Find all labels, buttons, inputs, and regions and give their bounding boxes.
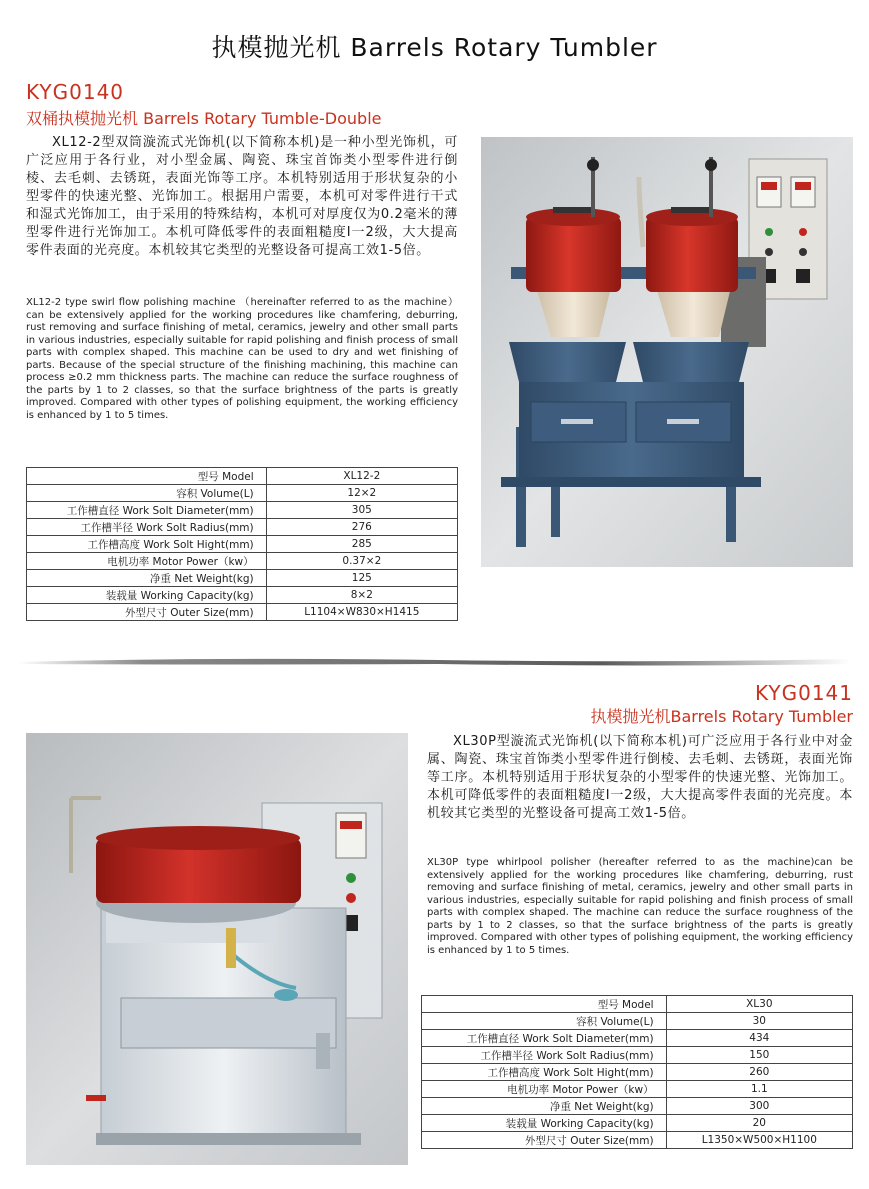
spec-value: 285 <box>266 536 457 553</box>
spec-label: 型号 Model <box>422 996 667 1013</box>
product2-photo <box>26 733 408 1165</box>
section-divider <box>18 654 850 668</box>
page-title: 执模抛光机 Barrels Rotary Tumbler <box>211 33 658 62</box>
spec-value: 300 <box>666 1098 852 1115</box>
product1-description-en: XL12-2 type swirl flow polishing machine （hereinafter referred to as the machine） can be extensively applied for the working procedures like chamfering, deburring, rust removing and surface finishing of metal, ceramics, jewelry and other small parts in various industries, especially suitable for rapid polishing and finish process of small parts with complex shaped. This machine can be used to dry and wet finishing of parts. Because of the special structure of the finishing machining, this machine can process ≥0.2 mm thickness parts. The machine can reduce the surface roughness of the parts by 1 to 2 classes, so that the surface brightness of the parts is greatly improved. Compared with other types of polishing equipment, the working efficiency is enhanced by 1 to 5 times. <box>26 297 458 421</box>
spec-value: L1350×W500×H1100 <box>666 1132 852 1149</box>
spec-row <box>27 553 458 570</box>
spec-row <box>27 485 458 502</box>
product2-code: KYG0141 <box>754 681 853 705</box>
spec-label: 工作槽高度 Work Solt Hight(mm) <box>422 1064 667 1081</box>
spec-row <box>27 468 458 485</box>
spec-value: 20 <box>666 1115 852 1132</box>
product2-description-en: XL30P type whirlpool polisher (hereafter referred to as the machine)can be extensively applied for the working procedures like chamfering, deburring, rust removing and surface finishing of metal, ceramics, jewelry and other small parts in various industries, especially suitable for rapid polishing and finish process of small parts with complex shaped. The machine can reduce the surface roughness of the parts by 1 to 2 classes, so that the surface brightness of the parts is greatly improved. Compared with other types of polishing equipment, the working efficiency is enhanced by 1 to 5 times. <box>427 857 853 956</box>
spec-value: 8×2 <box>266 587 457 604</box>
spec-row <box>27 536 458 553</box>
product1-subtitle: 双桶执模抛光机 Barrels Rotary Tumble-Double <box>26 109 382 128</box>
spec-row <box>422 1081 853 1098</box>
spec-label: 装载量 Working Capacity(kg) <box>422 1115 667 1132</box>
product1-code: KYG0140 <box>26 80 125 104</box>
product1-description-cn: XL12-2型双筒漩流式光饰机(以下简称本机)是一种小型光饰机，可广泛应用于各行业，对小型金属、陶瓷、珠宝首饰类小型零件进行倒棱、去毛刺、去锈斑，表面光饰等工序。本机特别适用于形状复杂的小型零件的快速光整、光饰加工。根据用户需要，本机可对零件进行干式和湿式光饰加工，由于采用的特殊结构，本机可对厚度仅为0.2毫米的薄型零件进行光饰加工。本机可降低零件的表面粗糙度Ⅰ一2级，大大提高零件表面的光亮度。本机较其它类型的光整设备可提高工效1-5倍。 <box>26 135 458 258</box>
spec-row <box>422 996 853 1013</box>
spec-value: 0.37×2 <box>266 553 457 570</box>
spec-label: 工作槽高度 Work Solt Hight(mm) <box>27 536 267 553</box>
spec-row <box>27 570 458 587</box>
spec-label: 装载量 Working Capacity(kg) <box>27 587 267 604</box>
spec-row <box>27 502 458 519</box>
spec-row <box>422 1013 853 1030</box>
spec-label: 外型尺寸 Outer Size(mm) <box>27 604 267 621</box>
spec-row <box>27 587 458 604</box>
spec-value: 1.1 <box>666 1081 852 1098</box>
spec-row <box>422 1047 853 1064</box>
spec-value: 30 <box>666 1013 852 1030</box>
product2-subtitle: 执模抛光机Barrels Rotary Tumbler <box>590 707 853 726</box>
spec-value: XL30 <box>666 996 852 1013</box>
spec-label: 净重 Net Weight(kg) <box>27 570 267 587</box>
product2-spec-table <box>421 995 853 1149</box>
spec-value: 305 <box>266 502 457 519</box>
spec-label: 工作槽半径 Work Solt Radius(mm) <box>27 519 267 536</box>
spec-value: 276 <box>266 519 457 536</box>
spec-label: 工作槽直径 Work Solt Diameter(mm) <box>27 502 267 519</box>
spec-row <box>422 1064 853 1081</box>
spec-row <box>422 1115 853 1132</box>
spec-label: 电机功率 Motor Power（kw） <box>422 1081 667 1098</box>
spec-value: XL12-2 <box>266 468 457 485</box>
spec-label: 工作槽半径 Work Solt Radius(mm) <box>422 1047 667 1064</box>
spec-value: 434 <box>666 1030 852 1047</box>
spec-label: 容积 Volume(L) <box>27 485 267 502</box>
spec-value: 260 <box>666 1064 852 1081</box>
spec-label: 外型尺寸 Outer Size(mm) <box>422 1132 667 1149</box>
product2-description-cn: XL30P型漩流式光饰机(以下简称本机)可广泛应用于各行业中对金属、陶瓷、珠宝首饰类小型零件进行倒棱、去毛刺、去锈斑，表面光饰等工序。本机特别适用于形状复杂的小型零件的快速光整、光饰加工。本机可降低零件的表面粗糙度Ⅰ一2级，大大提高零件表面的光亮度。本机较其它类型的光整设备可提高工效1-5倍。 <box>427 734 853 821</box>
spec-value: 125 <box>266 570 457 587</box>
spec-label: 工作槽直径 Work Solt Diameter(mm) <box>422 1030 667 1047</box>
spec-label: 型号 Model <box>27 468 267 485</box>
spec-row <box>27 604 458 621</box>
product1-spec-table <box>26 467 458 621</box>
spec-label: 净重 Net Weight(kg) <box>422 1098 667 1115</box>
product1-photo <box>481 137 853 567</box>
spec-row <box>422 1098 853 1115</box>
spec-value: 150 <box>666 1047 852 1064</box>
spec-label: 容积 Volume(L) <box>422 1013 667 1030</box>
spec-row <box>27 519 458 536</box>
spec-row <box>422 1030 853 1047</box>
spec-row <box>422 1132 853 1149</box>
spec-label: 电机功率 Motor Power（kw） <box>27 553 267 570</box>
spec-value: L1104×W830×H1415 <box>266 604 457 621</box>
spec-value: 12×2 <box>266 485 457 502</box>
